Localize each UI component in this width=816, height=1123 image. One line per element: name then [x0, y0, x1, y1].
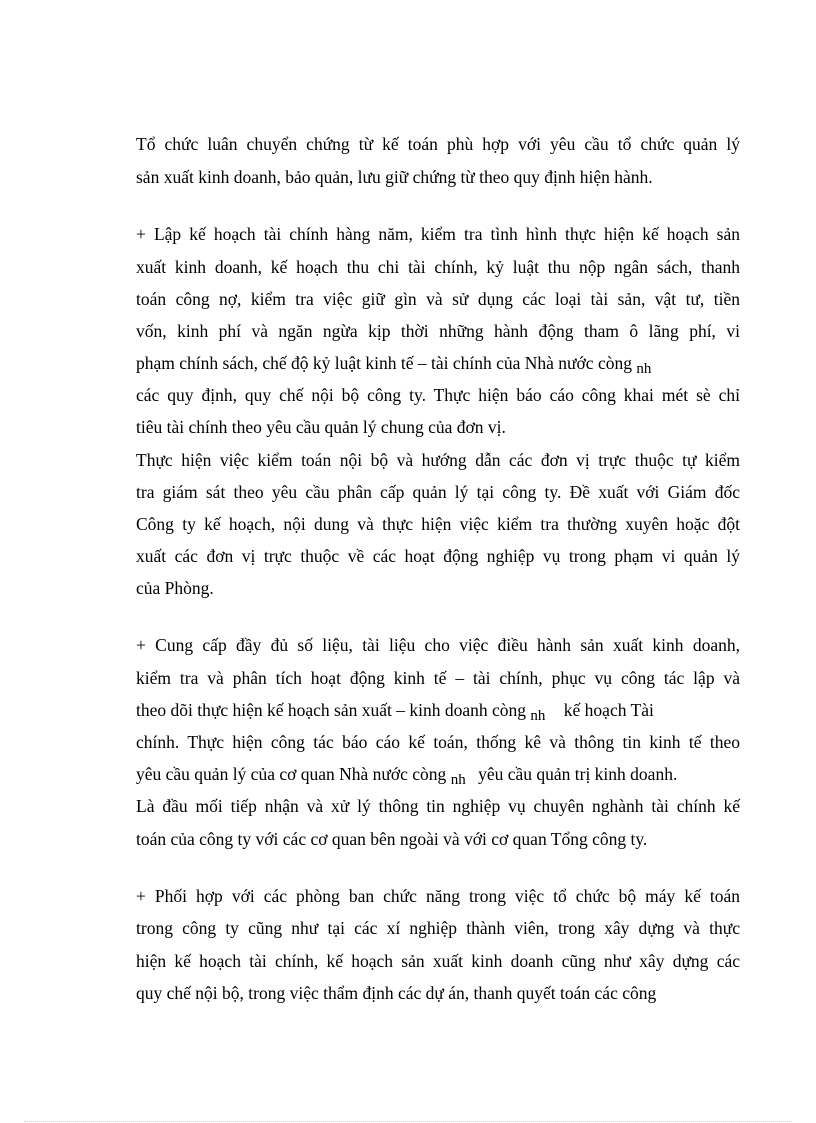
text-line: Tổ chức luân chuyển chứng từ kế toán phù hợp với yêu cầu tổ chức quản lý — [136, 134, 740, 154]
text-line: tra giám sát theo yêu cầu phân cấp quản lý tại công ty. Đề xuất với Giám đốc — [136, 482, 740, 502]
text-line: các quy định, quy chế nội bộ công ty. Thực hiện báo cáo công khai mét sè chỉ — [136, 385, 740, 405]
text-segment: phạm chính sách, chế độ kỷ luật kinh tế – tài chính của Nhà nước còng — [136, 353, 632, 373]
text-line: sản xuất kinh doanh, bảo quản, lưu giữ chứng từ theo quy định hiện hành. — [136, 167, 653, 187]
text-line: Là đầu mối tiếp nhận và xử lý thông tin nghiệp vụ chuyên nghành tài chính kế — [136, 796, 740, 816]
text-line: vốn, kinh phí và ngăn ngừa kịp thời những hành động tham ô lãng phí, vi — [136, 321, 740, 341]
text-line: + Cung cấp đầy đủ số liệu, tài liệu cho việc điều hành sản xuất kinh doanh, — [136, 635, 740, 655]
text-segment: kế hoạch Tài — [563, 700, 654, 720]
text-segment: yêu cầu quản lý của cơ quan Nhà nước còng — [136, 764, 447, 784]
text-line: kiểm tra và phân tích hoạt động kinh tế – tài chính, phục vụ công tác lập và — [136, 668, 740, 688]
text-segment: yêu cầu quản trị kinh doanh. — [478, 764, 678, 784]
text-line — [136, 352, 740, 376]
text-line: xuất các đơn vị trực thuộc về các hoạt động nghiệp vụ trong phạm vi quản lý — [136, 546, 740, 566]
subscript-text: nh — [530, 708, 546, 724]
text-line: Thực hiện việc kiểm toán nội bộ và hướng dẫn các đơn vị trực thuộc tự kiểm — [136, 450, 740, 470]
text-line: toán công nợ, kiểm tra việc giữ gìn và sử dụng các loại tài sản, vật tư, tiền — [136, 289, 740, 309]
text-line — [136, 763, 740, 787]
subscript-text: nh — [450, 772, 466, 788]
text-line — [136, 699, 740, 723]
page-bottom-divider — [24, 1121, 792, 1122]
text-line: + Phối hợp với các phòng ban chức năng trong việc tổ chức bộ máy kế toán — [136, 886, 740, 906]
text-line: Công ty kế hoạch, nội dung và thực hiện việc kiểm tra thường xuyên hoặc đột — [136, 514, 740, 534]
text-segment: theo dõi thực hiện kế hoạch sản xuất – kinh doanh còng — [136, 700, 527, 720]
text-line: của Phòng. — [136, 578, 214, 598]
text-line: xuất kinh doanh, kế hoạch thu chi tài chính, kỷ luật thu nộp ngân sách, thanh — [136, 257, 740, 277]
text-line: tiêu tài chính theo yêu cầu quản lý chung của đơn vị. — [136, 417, 506, 437]
text-line: toán của công ty với các cơ quan bên ngoài và với cơ quan Tổng công ty. — [136, 829, 648, 849]
text-line: trong công ty cũng như tại các xí nghiệp thành viên, trong xây dựng và thực — [136, 918, 740, 938]
subscript-text: nh — [636, 361, 652, 377]
text-line: + Lập kế hoạch tài chính hàng năm, kiểm tra tình hình thực hiện kế hoạch sản — [136, 224, 740, 244]
text-line: quy chế nội bộ, trong việc thẩm định các dự án, thanh quyết toán các công — [136, 983, 657, 1003]
text-line: hiện kế hoạch tài chính, kế hoạch sản xuất kinh doanh cũng như xây dựng các — [136, 951, 740, 971]
text-line: chính. Thực hiện công tác báo cáo kế toán, thống kê và thông tin kinh tế theo — [136, 732, 740, 752]
